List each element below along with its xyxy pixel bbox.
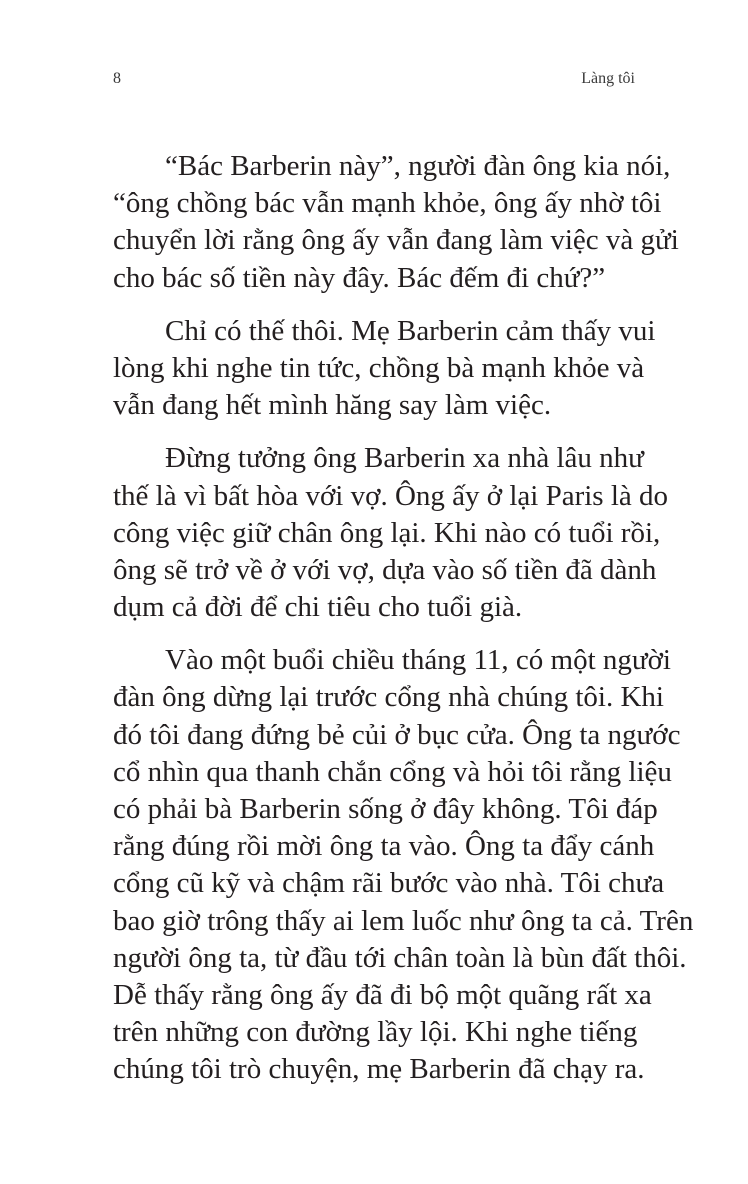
text-line: Vào một buổi chiều tháng 11, có một người xyxy=(165,644,671,677)
body-text xyxy=(113,148,694,1105)
text-line: vẫn đang hết mình hăng say làm việc. xyxy=(113,389,552,422)
text-line: có phải bà Barberin sống ở đây không. Tôi đáp xyxy=(113,793,658,825)
text-line: bao giờ trông thấy ai lem luốc như ông ta cả. Trên xyxy=(113,904,694,937)
text-line: “ông chồng bác vẫn mạnh khỏe, ông ấy nhờ tôi xyxy=(113,187,662,220)
text-line: trên những con đường lầy lội. Khi nghe tiếng xyxy=(113,1016,638,1049)
text-line: đàn ông dừng lại trước cổng nhà chúng tôi. Khi xyxy=(113,681,664,714)
text-line: đó tôi đang đứng bẻ củi ở bục cửa. Ông ta ngước xyxy=(113,718,681,751)
text-line: cho bác số tiền này đây. Bác đếm đi chứ?” xyxy=(113,261,606,294)
paragraph-1 xyxy=(113,148,679,297)
page-header xyxy=(113,70,635,94)
text-line: cổng cũ kỹ và chậm rãi bước vào nhà. Tôi chưa xyxy=(113,867,665,900)
paragraph-4 xyxy=(113,642,694,1088)
text-line: Đừng tưởng ông Barberin xa nhà lâu như xyxy=(165,442,644,475)
text-line: người ông ta, từ đầu tới chân toàn là bùn đất thôi. xyxy=(113,941,687,974)
text-line: lòng khi nghe tin tức, chồng bà mạnh khỏe và xyxy=(113,351,645,384)
text-line: “Bác Barberin này”, người đàn ông kia nói, xyxy=(165,150,671,182)
text-line: chuyển lời rằng ông ấy vẫn đang làm việc và gửi xyxy=(113,224,679,257)
text-line: Dễ thấy rằng ông ấy đã đi bộ một quãng rất xa xyxy=(113,978,652,1011)
text-line: cổ nhìn qua thanh chắn cổng và hỏi tôi rằng liệu xyxy=(113,755,672,788)
text-line: thế là vì bất hòa với vợ. Ông ấy ở lại Paris là do xyxy=(113,479,669,512)
text-line: ông sẽ trở về ở với vợ, dựa vào số tiền đã dành xyxy=(113,553,657,586)
paragraph-2 xyxy=(113,313,656,425)
paragraph-3 xyxy=(113,440,669,626)
text-line: dụm cả đời để chi tiêu cho tuổi già. xyxy=(113,591,523,624)
text-line: công việc giữ chân ông lại. Khi nào có tuổi rồi, xyxy=(113,516,661,549)
text-line: chúng tôi trò chuyện, mẹ Barberin đã chạy ra. xyxy=(113,1053,645,1086)
running-title: Làng tôi xyxy=(581,70,635,87)
text-line: Chỉ có thế thôi. Mẹ Barberin cảm thấy vui xyxy=(165,314,656,347)
page-number: 8 xyxy=(113,70,121,87)
text-line: rằng đúng rồi mời ông ta vào. Ông ta đẩy cánh xyxy=(113,830,655,863)
